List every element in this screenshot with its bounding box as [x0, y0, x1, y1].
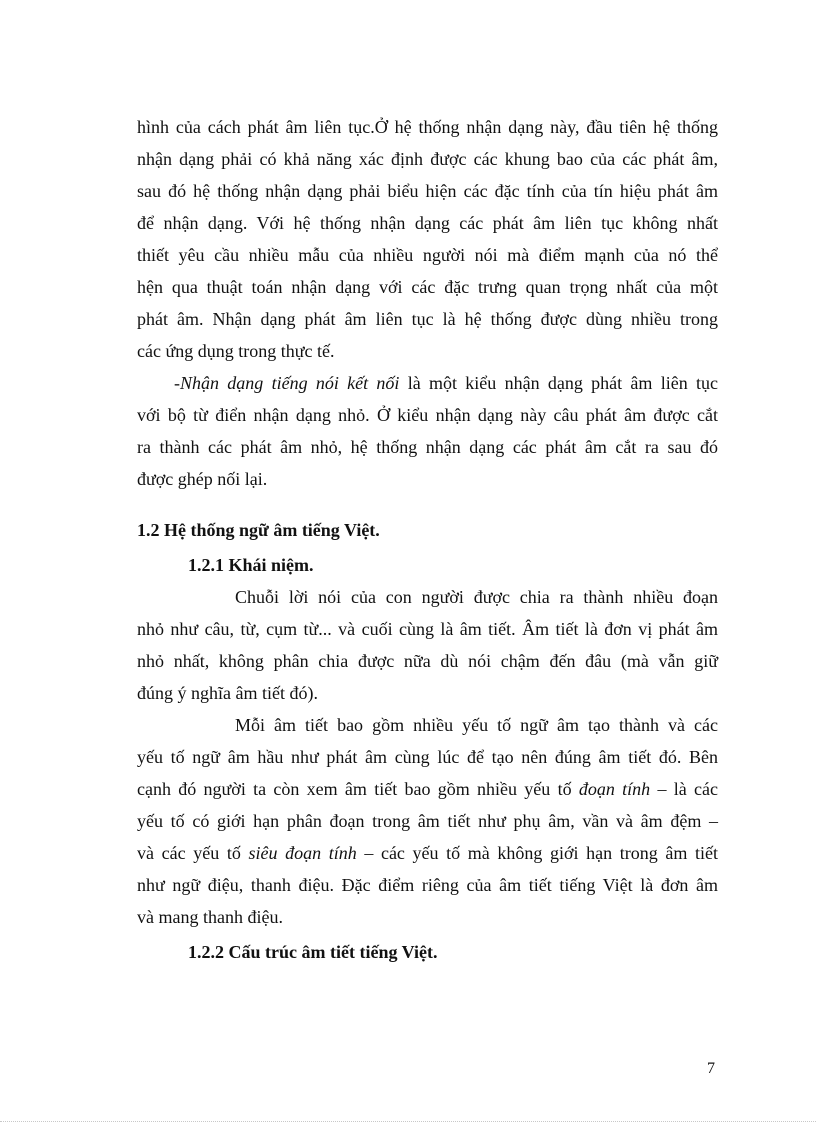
section-heading: 1.2 Hệ thống ngữ âm tiếng Việt. [137, 520, 380, 540]
text-line: nhỏ như câu, từ, cụm từ... và cuối cùng là âm tiết. Âm tiết là đơn vị phát âm [137, 619, 718, 639]
text-line: phát âm. Nhận dạng phát âm liên tục là hệ thống được dùng nhiều trong [137, 309, 718, 329]
text-span: – các yếu tố mà không giới hạn trong âm tiết [356, 843, 719, 863]
text-line: như ngữ điệu, thanh điệu. Đặc điểm riêng của âm tiết tiếng Việt là đơn âm [137, 875, 718, 895]
text-span: là một kiểu nhận dạng phát âm liên tục [399, 373, 718, 393]
text-line: yếu tố có giới hạn phân đoạn trong âm tiết như phụ âm, vần và âm đệm – [137, 811, 718, 831]
page-number: 7 [707, 1060, 715, 1077]
text-line: ra thành các phát âm nhỏ, hệ thống nhận dạng các phát âm cắt ra sau đó [137, 437, 718, 457]
italic-term: đoạn tính [578, 779, 651, 799]
page-break-divider [0, 1121, 816, 1122]
text-line: nhỏ nhất, không phân chia được nữa dù nói chậm đến đâu (mà vẫn giữ [137, 651, 718, 671]
text-line [174, 372, 718, 394]
text-line: và mang thanh điệu. [137, 907, 283, 927]
subsection-heading: 1.2.2 Cấu trúc âm tiết tiếng Việt. [188, 942, 438, 962]
text-span: – là các [650, 779, 718, 799]
text-line: thiết yêu cầu nhiều mẫu của nhiều người nói mà điểm mạnh của nó thể [137, 245, 718, 265]
text-line: sau đó hệ thống nhận dạng phải biểu hiện các đặc tính của tín hiệu phát âm [137, 181, 718, 201]
subsection-heading: 1.2.1 Khái niệm. [188, 555, 314, 575]
text-line [137, 842, 718, 864]
text-line: yếu tố ngữ âm hầu như phát âm cùng lúc để tạo nên đúng âm tiết đó. Bên [137, 747, 718, 767]
text-line: để nhận dạng. Với hệ thống nhận dạng các phát âm liên tục không nhất [137, 213, 718, 233]
text-line: hình của cách phát âm liên tục.Ở hệ thống nhận dạng này, đầu tiên hệ thống [137, 117, 718, 137]
text-span: cạnh đó người ta còn xem âm tiết bao gồm nhiều yếu tố [137, 779, 579, 799]
italic-term: siêu đoạn tính [248, 843, 357, 863]
text-line: hện qua thuật toán nhận dạng với các đặc trưng quan trọng nhất của một [137, 277, 718, 297]
text-line: với bộ từ điển nhận dạng nhỏ. Ở kiểu nhận dạng này câu phát âm được cắt [137, 405, 718, 425]
text-line: nhận dạng phải có khả năng xác định được các khung bao của các phát âm, [137, 149, 718, 169]
text-line: Chuỗi lời nói của con người được chia ra thành nhiều đoạn [235, 587, 718, 607]
text-line: các ứng dụng trong thực tế. [137, 341, 335, 361]
italic-term: -Nhận dạng tiếng nói kết nối [174, 373, 400, 393]
text-line: đúng ý nghĩa âm tiết đó). [137, 683, 318, 703]
text-span: và các yếu tố [137, 843, 249, 863]
text-line [137, 778, 718, 800]
text-line: được ghép nối lại. [137, 469, 268, 489]
text-line: Mỗi âm tiết bao gồm nhiều yếu tố ngữ âm tạo thành và các [235, 715, 718, 735]
